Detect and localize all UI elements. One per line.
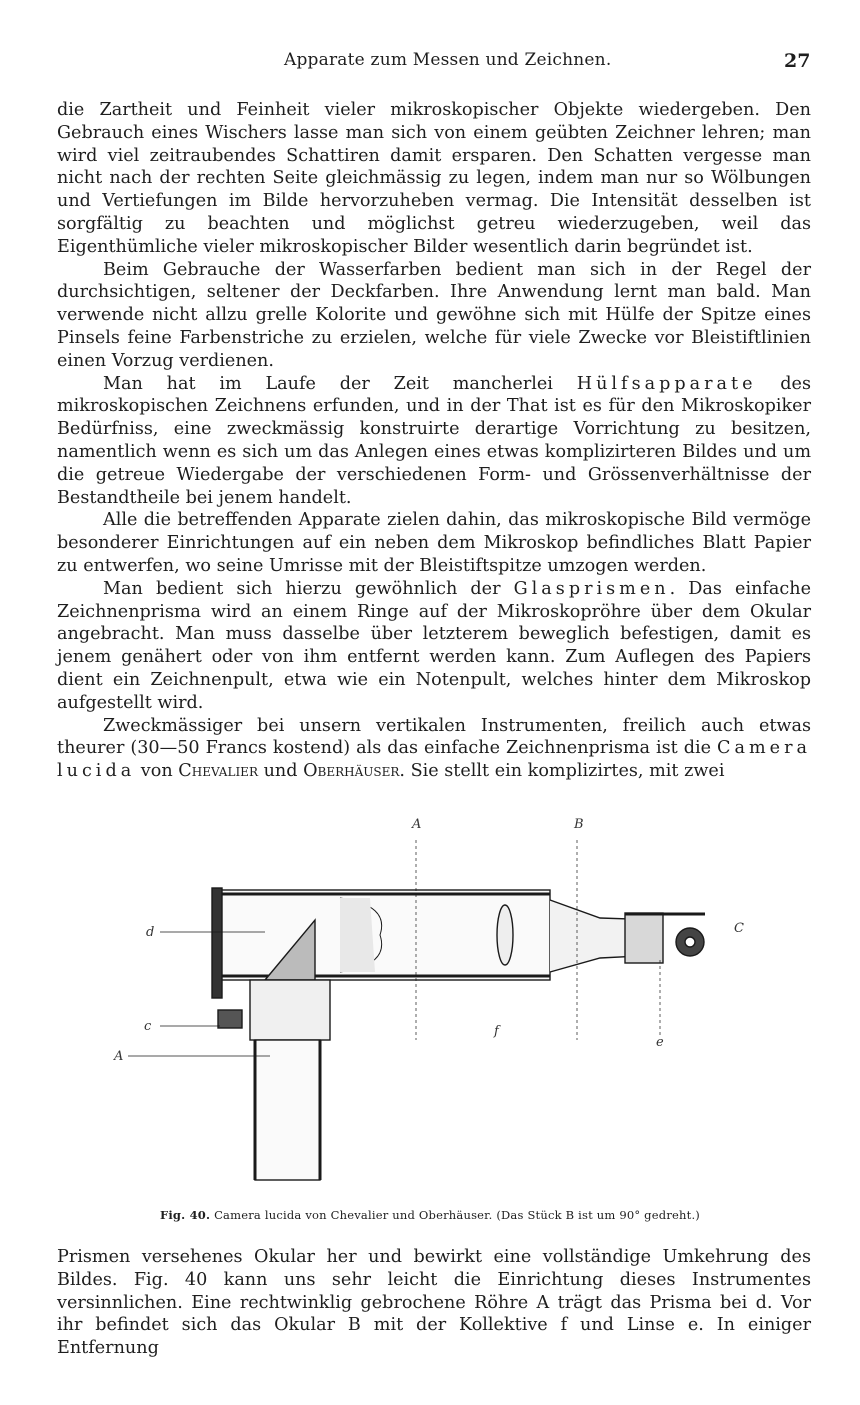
term-camera-lucida: Camera lucida xyxy=(57,738,811,782)
tube-end-cap xyxy=(212,888,222,998)
paragraph-7: Prismen versehenes Okular her und bewirkt eine vollständige Umkehrung des Bildes. Fig. 40 kann uns sehr leicht die Einrichtung dieses Instrumentes versinnlichen. Eine rechtwinklig gebrochene Röhre A trägt das Prisma bei d. Vor ihr befindet sich das Okular B mit der Kollektive f und Linse e. In einiger Entfernung xyxy=(57,1247,811,1359)
caption-note: (Das Stück B ist um 90° gedreht.) xyxy=(496,1208,700,1222)
label-e: e xyxy=(656,1035,664,1050)
page-header xyxy=(0,50,860,76)
page-number: 27 xyxy=(784,50,811,72)
label-c-left: c xyxy=(144,1019,152,1034)
paragraph-1: die Zartheit und Feinheit vieler mikroskopischer Objekte wiedergeben. Den Gebrauch eines Wischers lasse man sich von einem geübten Zeichner lehren; man wird viel zeitraubendes Schattiren damit ersparen. Den Schatten vergesse man nicht nach der rechten Seite gleichmässig zu legen, indem man nur so Wölbungen und Vertiefungen im Bilde hervorzuheben vermag. Die Intensität desselben ist sorgfältig zu beachten und möglichst getreu wiederzugeben, weil das Eigenthümliche vieler mikroskopischer Bilder wesentlich darin begründet ist. xyxy=(57,100,811,257)
screw-c xyxy=(218,1010,242,1028)
body-text-bottom xyxy=(57,1246,811,1360)
caption-text: Camera lucida von Chevalier und Oberhäuser. xyxy=(214,1208,493,1222)
eyepiece-b-end xyxy=(625,913,663,963)
label-a-left: A xyxy=(114,1049,124,1064)
term-huelfsapparate: Hülfsapparate xyxy=(576,373,757,394)
paragraph-6-text-b: von xyxy=(135,761,179,782)
collective-lens-f xyxy=(497,905,513,965)
paragraph-6 xyxy=(57,715,811,783)
label-b-top: B xyxy=(574,817,584,832)
label-a-top: A xyxy=(412,817,422,832)
paragraph-4: Alle die betreffenden Apparate zielen dahin, das mikroskopische Bild vermöge besonderer Einrichtungen auf ein neben dem Mikroskop befindliches Blatt Papier zu entwerfen, wo seine Umrisse mit der Bleistiftspitze umzogen werden. xyxy=(57,510,811,576)
paragraph-2: Beim Gebrauche der Wasserfarben bedient man sich in der Regel der durchsichtigen, seltener der Deckfarben. Ihre Anwendung lernt man bald. Man verwende nicht allzu grelle Kolorite und gewöhne sich mit Hülfe der Spitze eines Pinsels feine Farbenstriche zu erzielen, welche für viele Zwecke vor Bleistiftlinien einen Vorzug verdienen. xyxy=(57,259,811,371)
paragraph-6-text-d: . Sie stellt ein komplizirtes, mit zwei xyxy=(399,761,725,782)
paragraph-5-text-a: Man bedient sich hierzu gewöhnlich der xyxy=(103,578,514,599)
paragraph-3-text-b: des mikroskopischen Zeichnens erfunden, und in der That ist es für den Mikroskopiker Bedürfniss, eine zweckmässig konstruirte derartige Vorrichtung zu besitzen, namentlich wenn es sich um das Anlegen eines etwas komplizirteren Bildes und um die getreue Wiedergabe der verschiedenen Form- und Grössenverhältnisse der Bestandtheile bei jenem handelt. xyxy=(57,373,811,508)
inner-cone-shade xyxy=(340,898,375,972)
instrument-drawing xyxy=(128,840,705,1180)
paragraph-5-text-b: . Das einfache Zeichnenprisma wird an einem Ringe auf der Mikroskopröhre über dem Okular angebracht. Man muss dasselbe über letzterem beweglich befestigen, damit es jenem genähert oder von ihm entfernt werden kann. Zum Auflegen des Papiers dient ein Zeichnenpult, etwa wie ein Notenpult, welches hinter dem Mikroskop aufgestellt wird. xyxy=(57,578,812,713)
vertical-tube-lower xyxy=(255,1040,320,1180)
paragraph-6-text-c: und xyxy=(257,761,304,782)
paragraph-5 xyxy=(57,578,811,715)
name-oberhaeuser: Oberhäuser xyxy=(303,761,400,782)
body-text-top xyxy=(57,99,811,783)
label-f: f xyxy=(494,1024,499,1039)
figure-caption xyxy=(0,1208,860,1222)
wheel-c-inner xyxy=(685,937,695,947)
name-chevalier: Chevalier xyxy=(178,761,258,782)
figure-40-camera-lucida xyxy=(40,810,820,1200)
paragraph-6-text-a: Zweckmässiger bei unsern vertikalen Instrumenten, freilich auch etwas theurer (30—50 Francs kostend) als das einfache Zeichnenprisma ist die xyxy=(57,715,811,759)
vertical-tube xyxy=(250,980,330,1040)
label-c-right: C xyxy=(734,921,744,936)
term-glasprismen: Glasprismen xyxy=(513,578,670,599)
paragraph-3-text-a: Man hat im Laufe der Zeit mancherlei xyxy=(103,373,577,394)
running-title: Apparate zum Messen und Zeichnen. xyxy=(284,50,612,70)
label-d: d xyxy=(146,925,155,940)
paragraph-3 xyxy=(57,373,811,510)
caption-number: Fig. 40. xyxy=(160,1208,211,1222)
